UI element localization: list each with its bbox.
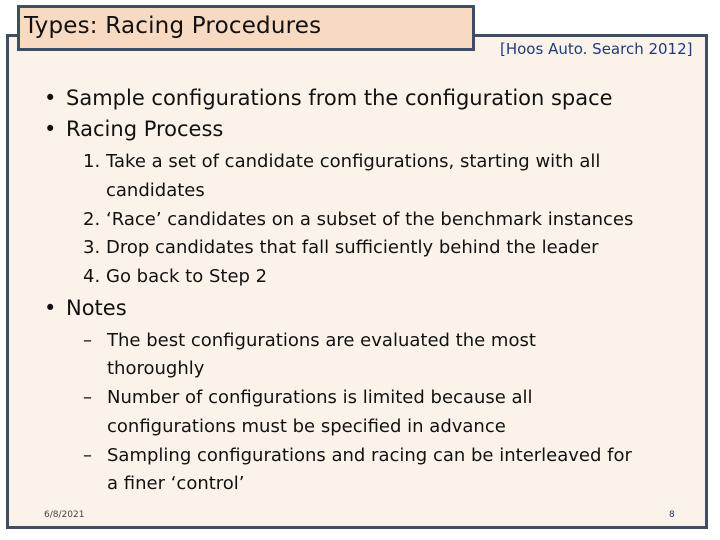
step-number: 1. (83, 151, 101, 172)
step-text: Go back to Step 2 (106, 266, 268, 287)
bullet-mark: • (44, 86, 57, 110)
step-item (83, 209, 634, 230)
step-number: 4. (83, 266, 101, 287)
footer-date: 6/8/2021 (44, 510, 85, 520)
step-number: 2. (83, 209, 101, 230)
slide-number: 8 (669, 510, 675, 520)
note-text: The best configurations are evaluated the most (107, 330, 536, 351)
note-text: Sampling configurations and racing can be interleaved for (107, 445, 632, 466)
title-box (17, 5, 475, 51)
bullet-item (44, 296, 127, 320)
note-text-continued: a finer ‘control’ (107, 473, 245, 494)
bullet-text: Notes (66, 296, 127, 320)
note-dash: – (83, 330, 92, 351)
step-text: ‘Race’ candidates on a subset of the benchmark instances (106, 209, 634, 230)
bullet-mark: • (44, 296, 57, 320)
step-item (83, 266, 268, 287)
note-item (83, 330, 536, 351)
note-text: Number of configurations is limited because all (107, 387, 533, 408)
bullet-text: Racing Process (66, 117, 224, 141)
bullet-item (44, 117, 224, 141)
step-number: 3. (83, 237, 101, 258)
note-text-continued: configurations must be specified in advance (107, 416, 506, 437)
note-dash: – (83, 387, 92, 408)
step-item (83, 151, 601, 172)
slide-title: Types: Racing Procedures (24, 13, 322, 39)
note-item (83, 387, 533, 408)
note-item (83, 445, 632, 466)
step-text: Take a set of candidate configurations, starting with all (106, 151, 601, 172)
step-item (83, 237, 599, 258)
bullet-mark: • (44, 117, 57, 141)
bullet-item (44, 86, 613, 110)
citation: [Hoos Auto. Search 2012] (500, 40, 693, 58)
step-text-continued: candidates (106, 180, 205, 201)
step-text: Drop candidates that fall sufficiently behind the leader (106, 237, 599, 258)
note-text-continued: thoroughly (107, 358, 205, 379)
note-dash: – (83, 445, 92, 466)
bullet-text: Sample configurations from the configuration space (66, 86, 613, 110)
